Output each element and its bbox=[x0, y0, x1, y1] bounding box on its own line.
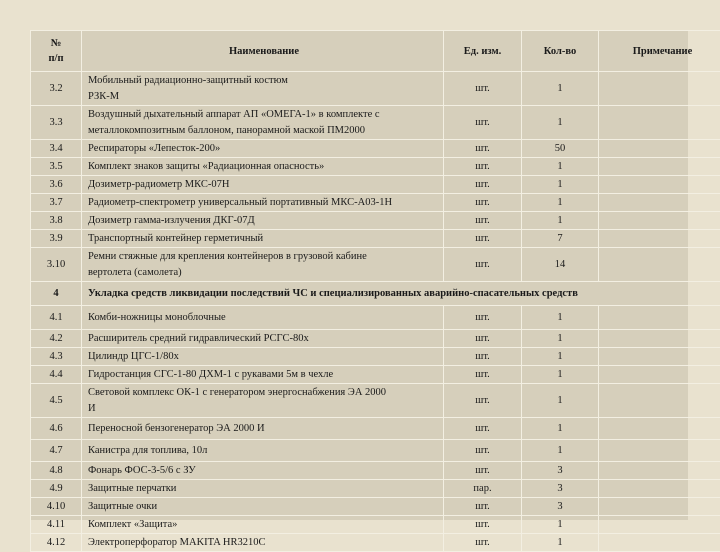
row-note bbox=[599, 72, 720, 106]
row-unit: шт. bbox=[444, 418, 522, 440]
row-unit: шт. bbox=[444, 212, 522, 230]
row-unit: шт. bbox=[444, 176, 522, 194]
row-num: 4.12 bbox=[31, 534, 82, 552]
row-note bbox=[599, 462, 720, 480]
row-qty: 1 bbox=[522, 194, 599, 212]
row-note bbox=[599, 534, 720, 552]
row-num: 3.3 bbox=[31, 106, 82, 140]
row-qty: 7 bbox=[522, 230, 599, 248]
row-name: Ремни стяжные для крепления контейнеров в грузовой кабине вертолета (самолета) bbox=[82, 248, 444, 282]
header-name: Наименование bbox=[82, 31, 444, 72]
row-note bbox=[599, 212, 720, 230]
row-num: 3.5 bbox=[31, 158, 82, 176]
table-row bbox=[31, 106, 720, 140]
row-note bbox=[599, 348, 720, 366]
row-qty: 1 bbox=[522, 516, 599, 534]
row-unit: шт. bbox=[444, 158, 522, 176]
row-unit: шт. bbox=[444, 230, 522, 248]
row-unit: шт. bbox=[444, 440, 522, 462]
row-unit: шт. bbox=[444, 106, 522, 140]
row-unit: шт. bbox=[444, 462, 522, 480]
row-unit: шт. bbox=[444, 306, 522, 330]
row-num: 4.7 bbox=[31, 440, 82, 462]
table-row bbox=[31, 194, 720, 212]
row-num: 4.9 bbox=[31, 480, 82, 498]
row-qty: 1 bbox=[522, 440, 599, 462]
table-row bbox=[31, 230, 720, 248]
row-name: Фонарь ФОС-3-5/6 с ЗУ bbox=[82, 462, 444, 480]
row-qty: 50 bbox=[522, 140, 599, 158]
row-note bbox=[599, 498, 720, 516]
row-unit: шт. bbox=[444, 348, 522, 366]
header-num: № п/п bbox=[31, 31, 82, 72]
row-note bbox=[599, 248, 720, 282]
row-num: 4.5 bbox=[31, 384, 82, 418]
row-name: Канистра для топлива, 10л bbox=[82, 440, 444, 462]
row-qty: 14 bbox=[522, 248, 599, 282]
row-num: 3.8 bbox=[31, 212, 82, 230]
row-name: Радиометр-спектрометр универсальный портативный МКС-А03-1Н bbox=[82, 194, 444, 212]
row-num: 3.4 bbox=[31, 140, 82, 158]
row-note bbox=[599, 440, 720, 462]
table-row bbox=[31, 72, 720, 106]
row-num: 3.7 bbox=[31, 194, 82, 212]
row-name: Переносной бензогенератор ЭА 2000 И bbox=[82, 418, 444, 440]
equipment-table bbox=[30, 30, 720, 552]
row-num: 4.8 bbox=[31, 462, 82, 480]
row-unit: шт. bbox=[444, 384, 522, 418]
row-num: 4.10 bbox=[31, 498, 82, 516]
row-unit: шт. bbox=[444, 248, 522, 282]
row-num: 3.2 bbox=[31, 72, 82, 106]
table-row bbox=[31, 330, 720, 348]
section-num: 4 bbox=[31, 282, 82, 306]
row-unit: шт. bbox=[444, 140, 522, 158]
row-note bbox=[599, 330, 720, 348]
row-unit: шт. bbox=[444, 366, 522, 384]
row-unit: шт. bbox=[444, 330, 522, 348]
section-row bbox=[31, 282, 720, 306]
equipment-table-container bbox=[30, 30, 688, 520]
row-note bbox=[599, 158, 720, 176]
table-row bbox=[31, 366, 720, 384]
table-header-row bbox=[31, 31, 720, 72]
table-row bbox=[31, 516, 720, 534]
row-name: Световой комплекс ОК-1 с генератором энергоснабжения ЭА 2000 И bbox=[82, 384, 444, 418]
row-qty: 1 bbox=[522, 330, 599, 348]
row-unit: шт. bbox=[444, 498, 522, 516]
row-note bbox=[599, 480, 720, 498]
header-unit: Ед. изм. bbox=[444, 31, 522, 72]
row-name: Транспортный контейнер герметичный bbox=[82, 230, 444, 248]
row-qty: 1 bbox=[522, 384, 599, 418]
row-qty: 1 bbox=[522, 212, 599, 230]
table-row bbox=[31, 306, 720, 330]
row-note bbox=[599, 516, 720, 534]
row-unit: шт. bbox=[444, 194, 522, 212]
row-name: Гидростанция СГС-1-80 ДХМ-1 с рукавами 5м в чехле bbox=[82, 366, 444, 384]
row-qty: 1 bbox=[522, 348, 599, 366]
row-unit: шт. bbox=[444, 516, 522, 534]
row-num: 4.11 bbox=[31, 516, 82, 534]
row-note bbox=[599, 106, 720, 140]
section-title: Укладка средств ликвидации последствий ЧС и специализированных аварийно-спасательных средств bbox=[82, 282, 720, 306]
row-num: 3.10 bbox=[31, 248, 82, 282]
table-row bbox=[31, 384, 720, 418]
row-name: Дозиметр гамма-излучения ДКГ-07Д bbox=[82, 212, 444, 230]
row-unit: шт. bbox=[444, 534, 522, 552]
row-num: 4.4 bbox=[31, 366, 82, 384]
table-row bbox=[31, 498, 720, 516]
row-name: Защитные очки bbox=[82, 498, 444, 516]
row-note bbox=[599, 194, 720, 212]
row-qty: 3 bbox=[522, 462, 599, 480]
row-unit: шт. bbox=[444, 72, 522, 106]
row-name: Защитные перчатки bbox=[82, 480, 444, 498]
row-name: Дозиметр-радиометр МКС-07Н bbox=[82, 176, 444, 194]
table-row bbox=[31, 212, 720, 230]
row-qty: 3 bbox=[522, 480, 599, 498]
row-name: Электроперфоратор MAKITA HR3210C bbox=[82, 534, 444, 552]
table-row bbox=[31, 534, 720, 552]
row-note bbox=[599, 306, 720, 330]
table-row bbox=[31, 462, 720, 480]
table-row bbox=[31, 418, 720, 440]
row-qty: 1 bbox=[522, 366, 599, 384]
row-qty: 1 bbox=[522, 534, 599, 552]
row-name: Комплект знаков защиты «Радиационная опасность» bbox=[82, 158, 444, 176]
table-row bbox=[31, 176, 720, 194]
row-note bbox=[599, 418, 720, 440]
table-row bbox=[31, 140, 720, 158]
row-num: 4.2 bbox=[31, 330, 82, 348]
row-note bbox=[599, 230, 720, 248]
row-qty: 1 bbox=[522, 72, 599, 106]
table-row bbox=[31, 248, 720, 282]
row-qty: 1 bbox=[522, 176, 599, 194]
row-num: 4.3 bbox=[31, 348, 82, 366]
table-row bbox=[31, 440, 720, 462]
table-row bbox=[31, 348, 720, 366]
table-row bbox=[31, 158, 720, 176]
row-num: 4.1 bbox=[31, 306, 82, 330]
row-note bbox=[599, 140, 720, 158]
row-name: Комби-ножницы моноблочные bbox=[82, 306, 444, 330]
row-unit: пар. bbox=[444, 480, 522, 498]
row-note bbox=[599, 384, 720, 418]
row-num: 3.9 bbox=[31, 230, 82, 248]
row-qty: 1 bbox=[522, 306, 599, 330]
row-qty: 1 bbox=[522, 106, 599, 140]
row-qty: 1 bbox=[522, 418, 599, 440]
row-name: Цилиндр ЦГС-1/80х bbox=[82, 348, 444, 366]
row-name: Расширитель средний гидравлический РСГС-80х bbox=[82, 330, 444, 348]
row-name: Мобильный радиационно-защитный костюм РЗК-М bbox=[82, 72, 444, 106]
row-name: Респираторы «Лепесток-200» bbox=[82, 140, 444, 158]
row-qty: 1 bbox=[522, 158, 599, 176]
row-note bbox=[599, 366, 720, 384]
row-qty: 3 bbox=[522, 498, 599, 516]
header-note: Примечание bbox=[599, 31, 720, 72]
table-row bbox=[31, 480, 720, 498]
row-name: Воздушный дыхательный аппарат АП «ОМЕГА-1» в комплекте с металлокомпозитным баллоном, панорамной маской ПМ2000 bbox=[82, 106, 444, 140]
header-qty: Кол-во bbox=[522, 31, 599, 72]
row-note bbox=[599, 176, 720, 194]
row-num: 3.6 bbox=[31, 176, 82, 194]
row-name: Комплект «Защита» bbox=[82, 516, 444, 534]
row-num: 4.6 bbox=[31, 418, 82, 440]
